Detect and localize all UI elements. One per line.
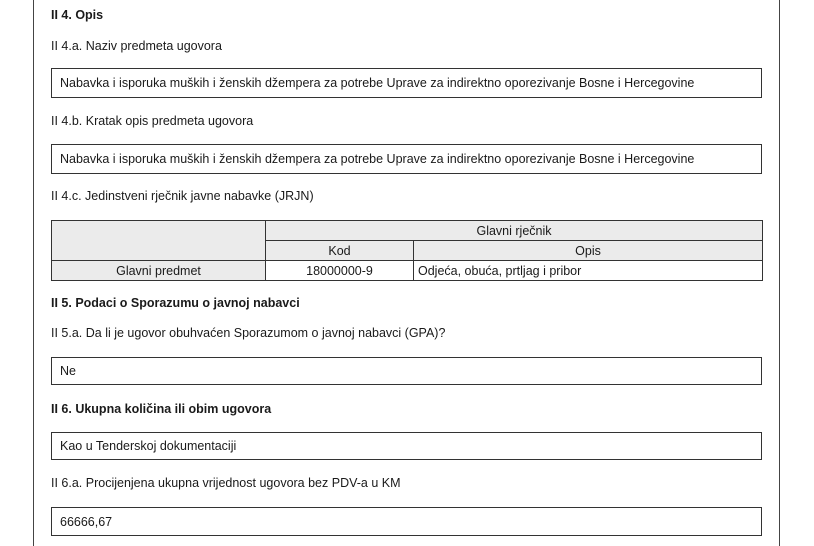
gpa-value: Ne: [60, 364, 76, 378]
jrjn-row-opis: Odjeća, obuća, prtljag i pribor: [414, 261, 763, 281]
section-5a-label: II 5.a. Da li je ugovor obuhvaćen Sporazumom o javnoj nabavci (GPA)?: [51, 326, 446, 340]
section-4b-label: II 4.b. Kratak opis predmeta ugovora: [51, 114, 254, 128]
section-5-heading: II 5. Podaci o Sporazumu o javnoj nabavci: [51, 296, 300, 310]
jrjn-col-kod: Kod: [266, 241, 414, 261]
quantity-value: Kao u Tenderskoj dokumentaciji: [60, 439, 237, 453]
contract-name-value: Nabavka i isporuka muških i ženskih džempera za potrebe Uprave za indirektno oporezivanje Bosne i Hercegovine: [60, 76, 695, 90]
jrjn-col-opis: Opis: [414, 241, 763, 261]
jrjn-group-header: Glavni rječnik: [266, 221, 763, 241]
contract-description-value: Nabavka i isporuka muških i ženskih džempera za potrebe Uprave za indirektno oporezivanje Bosne i Hercegovine: [60, 152, 695, 166]
jrjn-empty-header-cell: [52, 221, 266, 261]
section-4-heading: II 4. Opis: [51, 8, 104, 22]
jrjn-row-kod: 18000000-9: [266, 261, 414, 281]
jrjn-row-label: Glavni predmet: [52, 261, 266, 281]
section-6a-label: II 6.a. Procijenjena ukupna vrijednost ugovora bez PDV-a u KM: [51, 476, 401, 490]
estimated-value-field: [51, 507, 762, 536]
contract-description-field: [51, 144, 762, 174]
section-6-heading: II 6. Ukupna količina ili obim ugovora: [51, 402, 272, 416]
table-row: [52, 261, 763, 281]
section-4c-label: II 4.c. Jedinstveni rječnik javne nabavke (JRJN): [51, 189, 314, 203]
quantity-field: [51, 432, 762, 460]
gpa-field: [51, 357, 762, 385]
estimated-value: 66666,67: [60, 514, 113, 529]
jrjn-table: [51, 220, 763, 281]
contract-name-field: [51, 68, 762, 98]
section-4a-label: II 4.a. Naziv predmeta ugovora: [51, 39, 222, 53]
